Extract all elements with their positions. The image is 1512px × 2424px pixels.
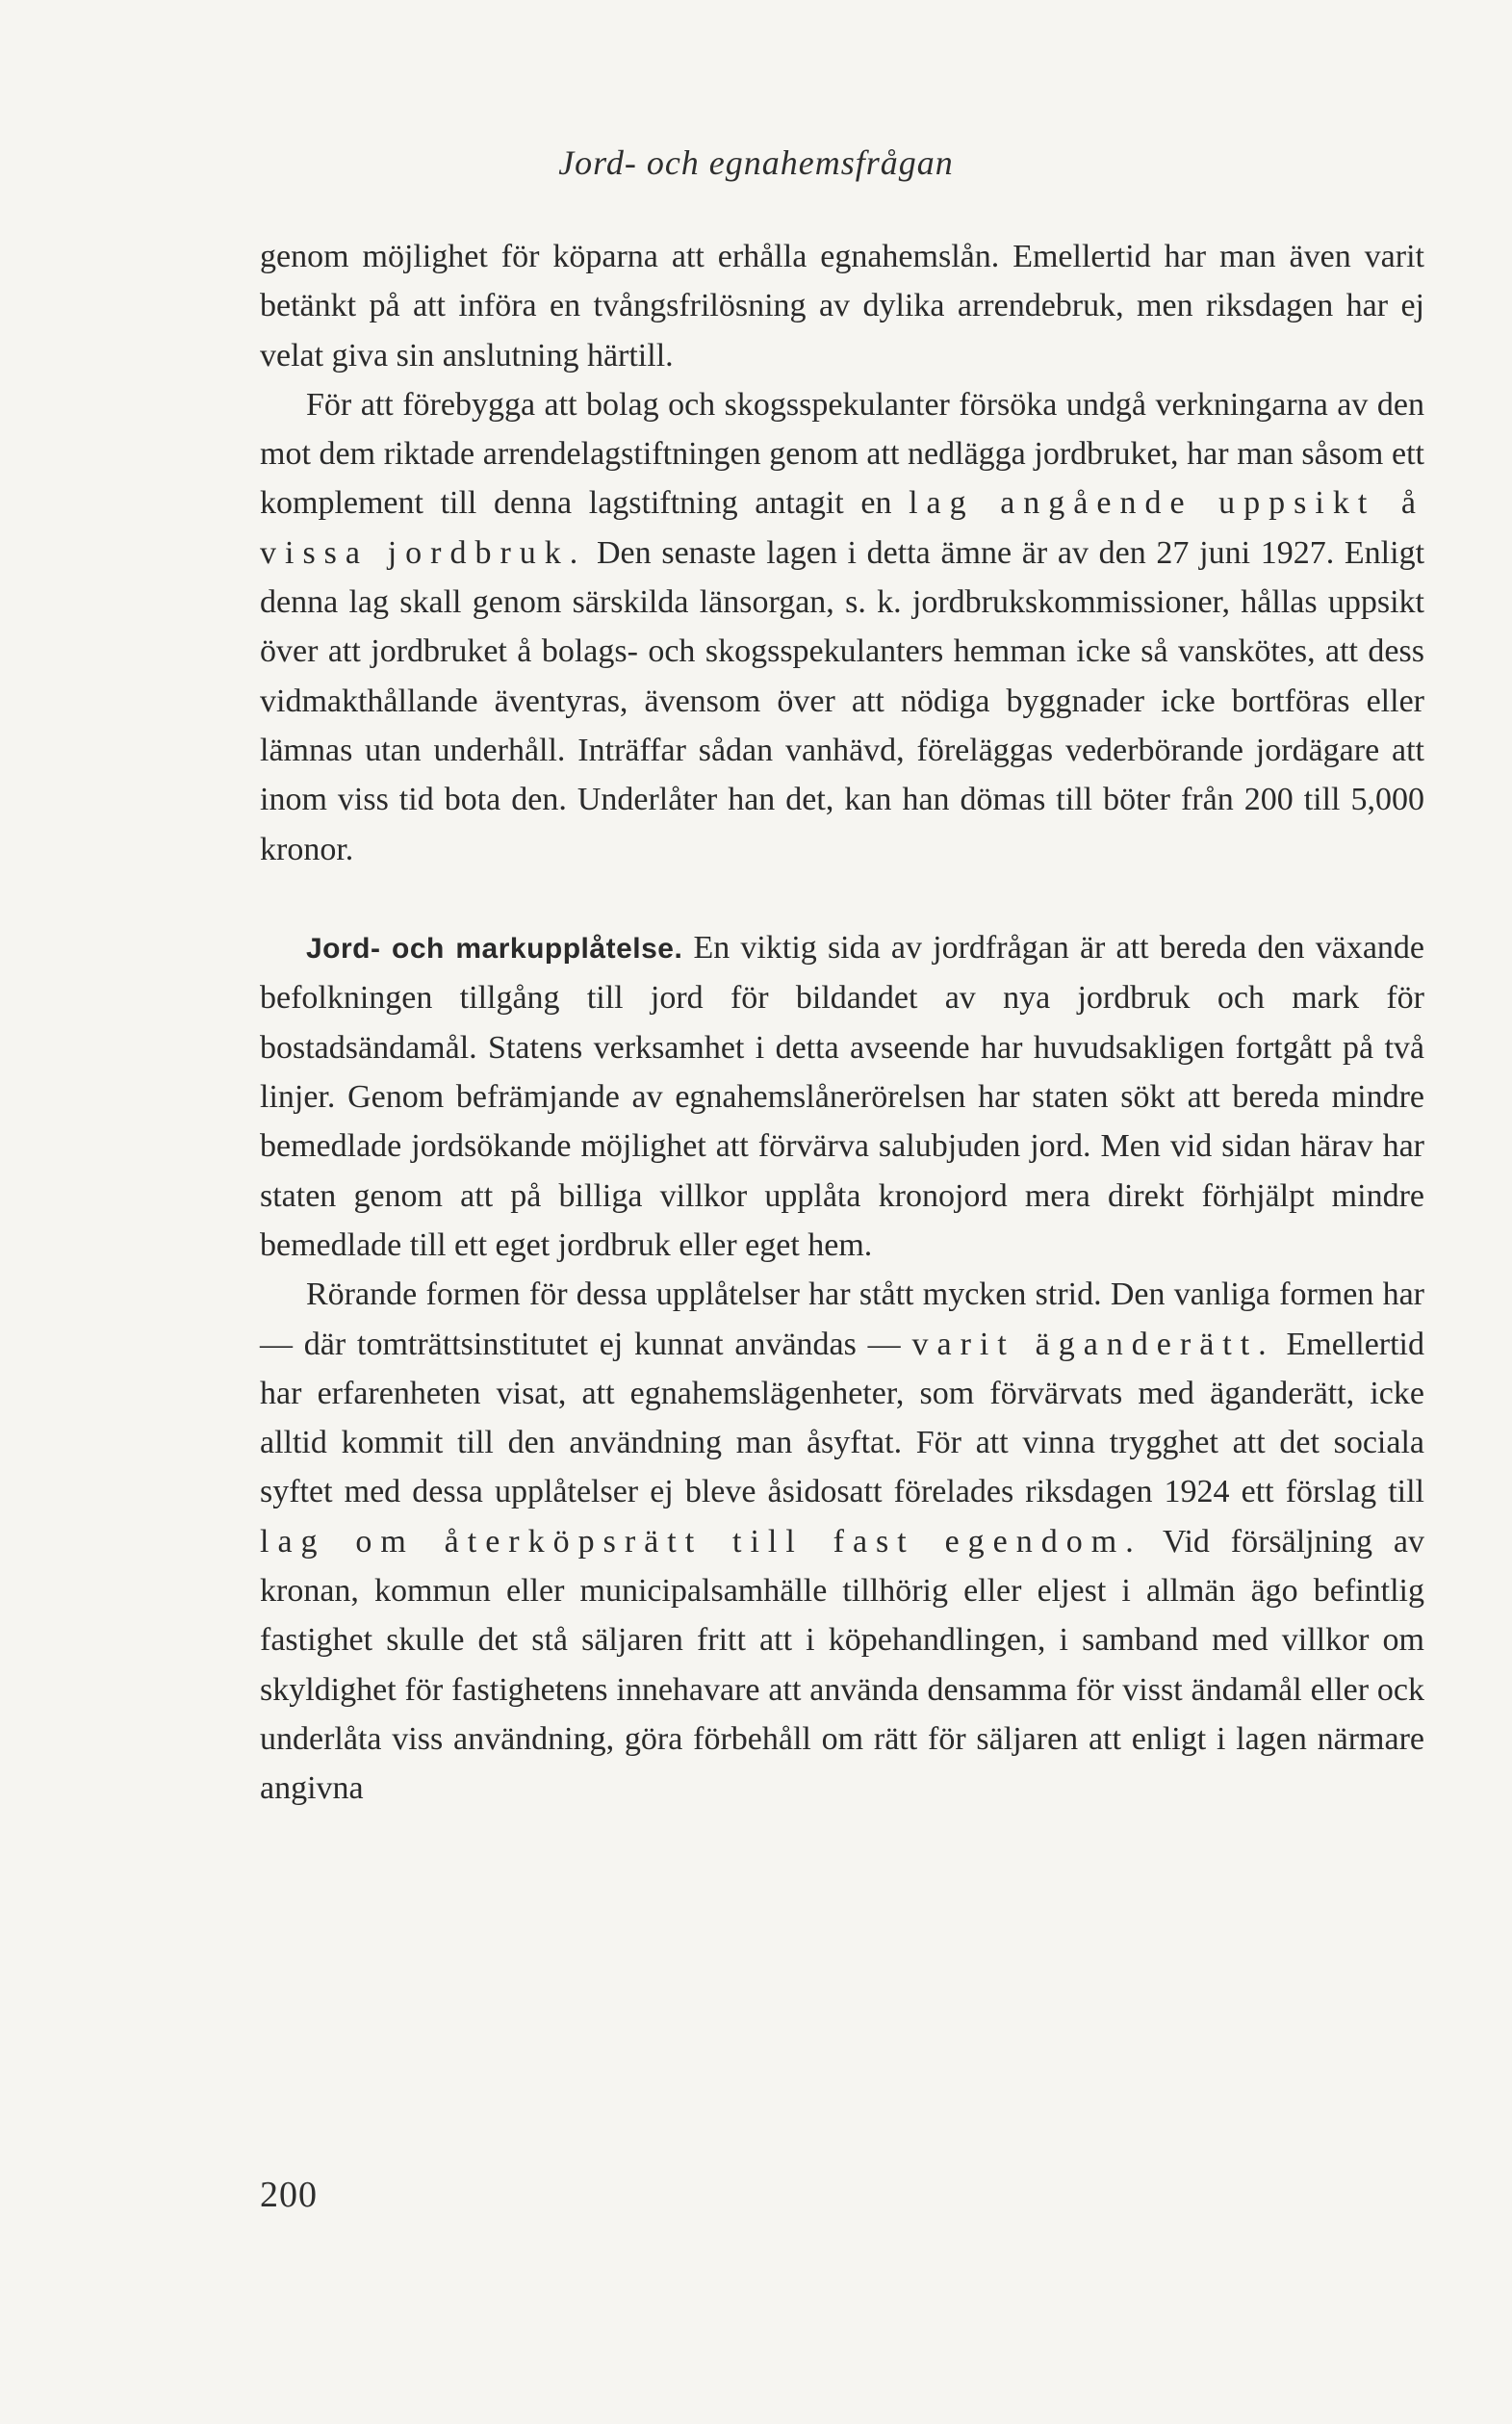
paragraph-2-text: För att förebygga att bolag och skogsspekulanter försöka undgå verkningarna av den mot dem riktade arrendelagstiftningen genom att nedlägga jordbruket, har man såsom ett komplement till denna lagstiftning antagit en bbox=[260, 386, 1424, 522]
paragraph-4-text: Rörande formen för dessa upplåtelser har stått mycken strid. Den vanliga formen har — där tomträttsinstitutet ej kunnat användas — bbox=[260, 1276, 1424, 1362]
ownership-emphasis: varit äganderätt. bbox=[911, 1326, 1275, 1362]
law-title-emphasis-2: lag om återköpsrätt till fast egendom. bbox=[260, 1523, 1142, 1560]
law-title-emphasis: lag angående uppsikt å vissa jordbruk. bbox=[260, 485, 1424, 571]
paragraph-4 bbox=[260, 1270, 1424, 1813]
paragraph-2-rest: Den senaste lagen i detta ämne är av den 27 juni 1927. Enligt denna lag skall genom särskilda länsorgan, s. k. jordbrukskommissioner, hållas uppsikt över att jordbruket å bolags- och skogsspekulanters hemman icke så vanskötes, att dess vidmakthållande äventyras, ävensom över att nödiga byggnader icke bortföras eller lämnas utan underhåll. Inträffar sådan vanhävd, föreläggas vederbörande jordägare att inom viss tid bota den. Underlåter han det, kan han dömas till böter från 200 till 5,000 kronor. bbox=[260, 534, 1425, 867]
paragraph-4-middle: Emellertid har erfarenheten visat, att egnahemslägenheter, som förvärvats med äganderätt, icke alltid kommit till den användning man åsyftat. För att vinna trygghet att det sociala syftet med dessa upplåtelser ej bleve åsidosatt förelades riksdagen 1924 ett förslag till bbox=[260, 1326, 1425, 1510]
section-text: En viktig sida av jordfrågan är att bereda den växande befolkningen tillgång till jord för bildandet av nya jordbruk och mark för bostadsändamål. Statens verksamhet i detta avseende har huvudsakligen fortgått på två linjer. Genom befrämjande av egnahemslånerörelsen har staten sökt att bereda mindre bemedlade jordsökande möjlighet att förvärva salubjuden jord. Men vid sidan härav har staten genom att på billiga villkor upplåta kronojord mera direkt förhjälpt mindre bemedlade till ett eget jordbruk eller eget hem. bbox=[260, 930, 1425, 1263]
page-number: 200 bbox=[260, 2175, 318, 2215]
section-heading: Jord- och markupplåtelse. bbox=[306, 933, 683, 966]
running-title: Jord- och egnahemsfrågan bbox=[558, 143, 954, 182]
paragraph-1: genom möjlighet för köparna att erhålla egnahemslån. Emellertid har man även varit betänkt på att införa en tvångsfrilösning av dylika arrendebruk, men riksdagen har ej velat giva sin anslutning härtill. bbox=[260, 239, 1424, 374]
paragraph-2 bbox=[260, 380, 1424, 874]
paragraph-4-rest: Vid försäljning av kronan, kommun eller municipalsamhälle tillhörig eller eljest i allmän ägo befintlig fastighet skulle det stå säljaren fritt att i köpehandlingen, i samband med villkor om skyldighet för fastighetens innehavare att använda densamma för visst ändamål eller ock underlåta viss användning, göra förbehåll om rätt för säljaren att enligt i lagen närmare angivna bbox=[260, 1523, 1424, 1807]
body-text bbox=[260, 232, 1424, 1814]
section-paragraph bbox=[260, 923, 1424, 1270]
